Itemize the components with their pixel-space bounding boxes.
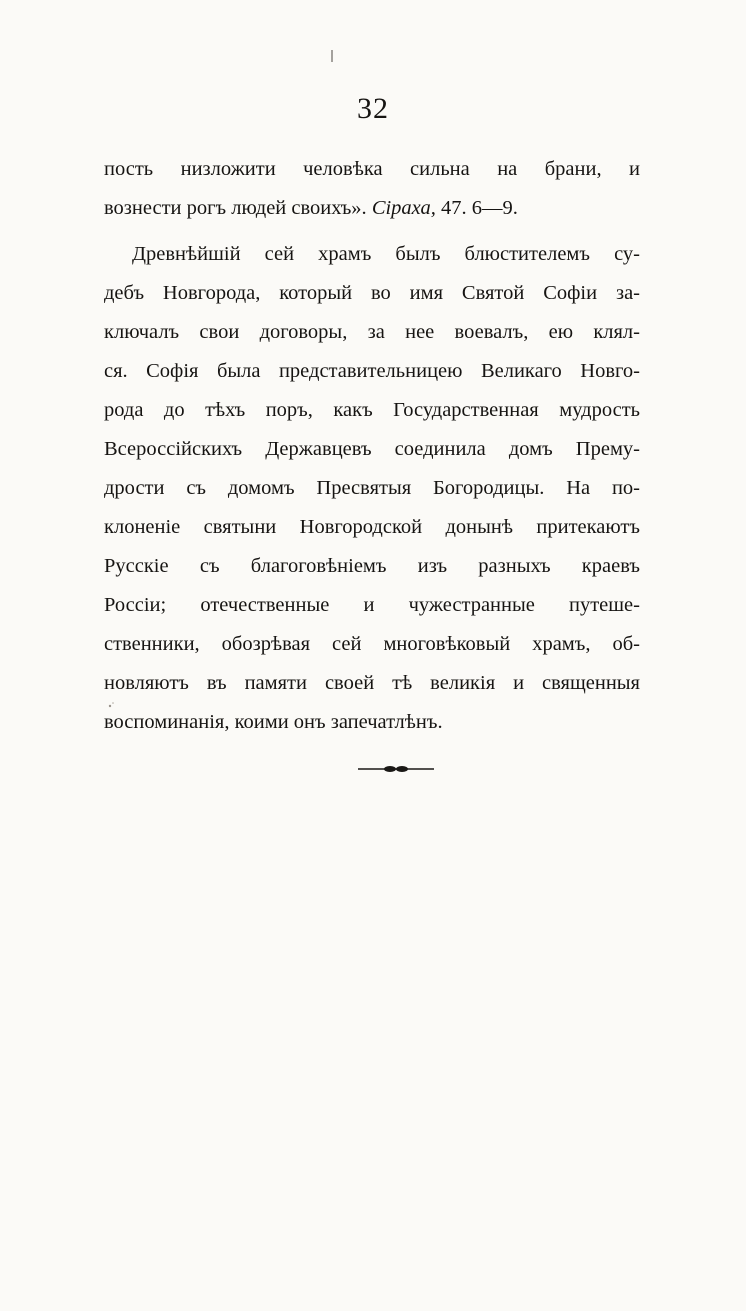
text-line: Россiи; отечественные и чужестранные путеше- (104, 594, 640, 616)
text-line: ключалъ свои договоры, за нее воевалъ, ею клял- (104, 321, 640, 343)
page-number: 32 (357, 92, 389, 125)
citation-book: Сiраха, (371, 197, 436, 219)
scan-mark (331, 50, 333, 62)
ornamental-divider (356, 765, 436, 773)
text-line: новляютъ въ памяти своей тѣ великiя и священныя (104, 672, 640, 694)
text-line: ственники, обозрѣвая сей многовѣковый храмъ, об- (104, 633, 640, 655)
ink-speck (106, 700, 116, 710)
text-line: клоненiе святыни Новгородской донынѣ притекаютъ (104, 516, 640, 538)
text-line: дебъ Новгорода, который во имя Святой Софiи за- (104, 282, 640, 304)
text-line: рода до тѣхъ поръ, какъ Государственная мудрость (104, 399, 640, 421)
text-line: ся. Софiя была представительницею Великаго Новго- (104, 360, 640, 382)
text-line: Древнѣйшiй сей храмъ былъ блюстителемъ су- (132, 243, 640, 265)
text-line: Всероссiйскихъ Державцевъ соединила домъ Прему- (104, 438, 640, 460)
text-line: воспоминанiя, коими онъ запечатлѣнъ. (104, 711, 443, 733)
text-line: пость низложити человѣка сильна на брани, и (104, 158, 640, 180)
paragraph-gap (104, 228, 640, 235)
quote-ending: вознести рогъ людей своихъ». (104, 197, 367, 219)
text-line-with-citation (104, 189, 640, 228)
text-line: Русскiе съ благоговѣнiемъ изъ разныхъ краевъ (104, 555, 640, 577)
text-line: дрости съ домомъ Пресвятыя Богородицы. На по- (104, 477, 640, 499)
citation-reference: 47. 6—9. (441, 197, 518, 219)
body-text (104, 150, 640, 742)
